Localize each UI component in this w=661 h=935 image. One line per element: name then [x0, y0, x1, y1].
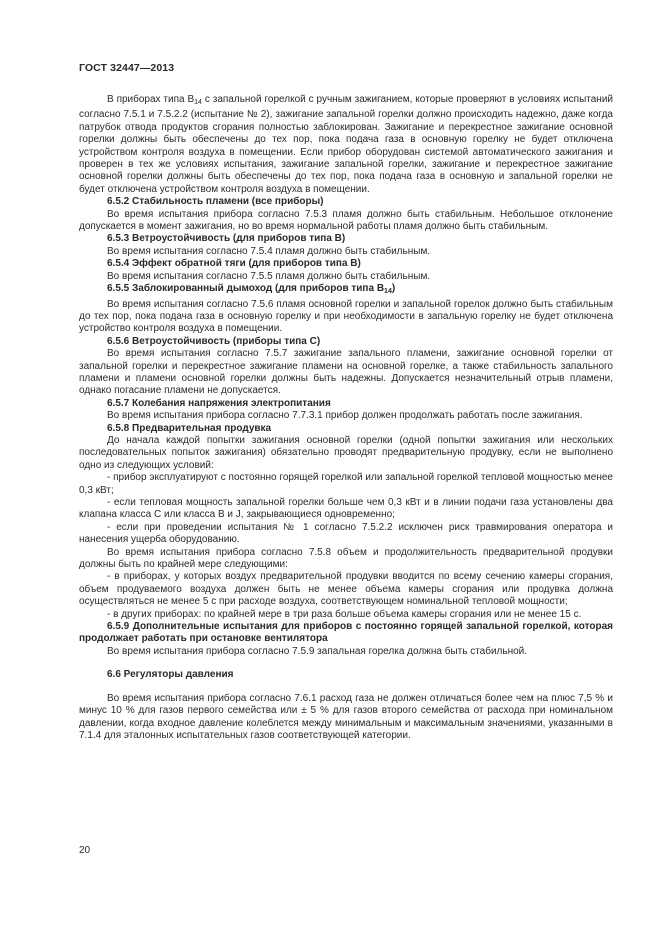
subscript: 14 [384, 288, 392, 296]
paragraph-text: Во время испытания согласно 7.5.4 пламя должно быть стабильным. [107, 245, 431, 257]
paragraph-text: - в приборах, у которых воздух предварительной продувки вводится по всему сечению камеры сгорания, объем продуваемого воздуха должен быть не менее объема камеры сгорания или продувка должна осуществляться не менее 5 с при расходе воздуха, соответствующем номинальной тепловой мощности; [79, 571, 613, 608]
paragraph-text: Во время испытания прибора согласно 7.5.8 объем и продолжительность предварительной продувки должны быть по крайней мере следующими: [79, 546, 613, 571]
document-body [79, 94, 613, 742]
section-heading: 6.5.9 Дополнительные испытания для приборов с постоянно горящей запальной горелкой, которая продолжает работать при остановке вентилятора [79, 621, 613, 645]
section-heading: 6.5.4 Эффект обратной тяги (для приборов типа B) [107, 258, 361, 270]
section-heading: 6.5.7 Колебания напряжения электропитания [107, 397, 331, 409]
text-fragment: с запальной горелкой с ручным зажиганием, которые проверяют в условиях испытаний согласно 7.5.1 и 7.5.2.2 (испытание № 2), зажигание запальной горелки должно происходить надежно, даже когда патрубок отвода продуктов сгорания полностью заблокирован. Зажигание и перекрестное зажигание основной горелки должны быть обеспечены до тех пор, пока подача газа в основную горелку не будет отключена устройством контроля воздуха в помещении. Если прибор оборудован системой автоматического зажигания и проверен в тех же условиях испытания, зажигание запальной горелки, зажигание и перекрестное зажигание основной горелки должны быть обеспечены до тех пор, пока подача газа в основную и запальной горелки не будет отключена устройством контроля воздуха в помещении. [79, 94, 613, 195]
paragraph-text: Во время испытания прибора согласно 7.5.9 запальная горелка должна быть стабильной. [107, 645, 528, 657]
section-heading: 6.5.3 Ветроустойчивость (для приборов типа B) [107, 233, 346, 245]
text-fragment: В приборах типа B [107, 94, 195, 105]
paragraph-text: Во время испытания прибора согласно 7.5.3 пламя должно быть стабильным. Небольшое отклонение допускается в момент зажигания, но во время нормальной работы пламя должно быть стабильным. [79, 208, 613, 233]
section-heading: 6.6 Регуляторы давления [107, 669, 234, 681]
paragraph-text: Во время испытания прибора согласно 7.6.1 расход газа не должен отличаться более чем на плюс 7,5 % и минус 10 % для газов первого семейства или ± 5 % для газов второго семейства от расхода при номинальном давлении, когда входное давление колеблется между минимальным и максимальным значениями, указанными в 7.1.4 для эталонных испытательных газов соответствующей категории. [79, 692, 613, 741]
paragraph-text: - если при проведении испытания № 1 согласно 7.5.2.2 исключен риск травмирования оператора и нанесения ущерба оборудованию. [79, 521, 613, 546]
paragraph-text: Во время испытания согласно 7.5.6 пламя основной горелки и запальной горелок должно быть стабильным до тех пор, пока подача газа в основную горелку и при необходимости в запальную горелку не будет отключена устройство контроля воздуха в помещении. [79, 298, 613, 335]
text-fragment: 6.5.5 Заблокированный дымоход (для приборов типа B [107, 283, 385, 295]
paragraph-text: - если тепловая мощность запальной горелки больше чем 0,3 кВт и в линии подачи газа установлены два клапана класса C или класса B и J, закрывающиеся одновременно; [79, 497, 613, 521]
section-heading: 6.5.8 Предварительная продувка [107, 422, 272, 434]
page-number: 20 [79, 845, 91, 856]
standard-header: ГОСТ 32447—2013 [79, 62, 175, 74]
paragraph-text [79, 94, 613, 196]
paragraph-text: - прибор эксплуатируют с постоянно горящей горелкой или запальной горелкой тепловой мощностью менее 0,3 кВт; [79, 472, 613, 496]
paragraph-text: До начала каждой попытки зажигания основной горелки (одной попытки зажигания или нескольких последовательных попыток зажигания) обязательно проводят предварительную продувку, если не выполнено одно из следующих условий: [79, 434, 613, 471]
paragraph-text: Во время испытания прибора согласно 7.7.3.1 прибор должен продолжать работать после зажигания. [107, 410, 583, 422]
text-fragment: ) [391, 283, 396, 295]
paragraph-text: Во время испытания согласно 7.5.7 зажигание запального пламени, зажигание основной горелки от запальной горелки и перекрестное зажигание пламени на основной горелке, а также стабильность запального пламени и пламени основной горелки должны быть надежны. Допускается незначительный отрыв пламени, однако погасание пламени не допускается. [79, 348, 613, 397]
paragraph-text: - в других приборах: по крайней мере в три раза больше объема камеры сгорания или не менее 15 с. [107, 608, 582, 620]
paragraph-text: Во время испытания согласно 7.5.5 пламя должно быть стабильным. [107, 270, 431, 282]
subscript: 14 [194, 99, 202, 106]
section-heading: 6.5.2 Стабильность пламени (все приборы) [107, 196, 324, 208]
section-heading [79, 283, 613, 298]
section-heading: 6.5.6 Ветроустойчивость (приборы типа C) [107, 335, 321, 347]
